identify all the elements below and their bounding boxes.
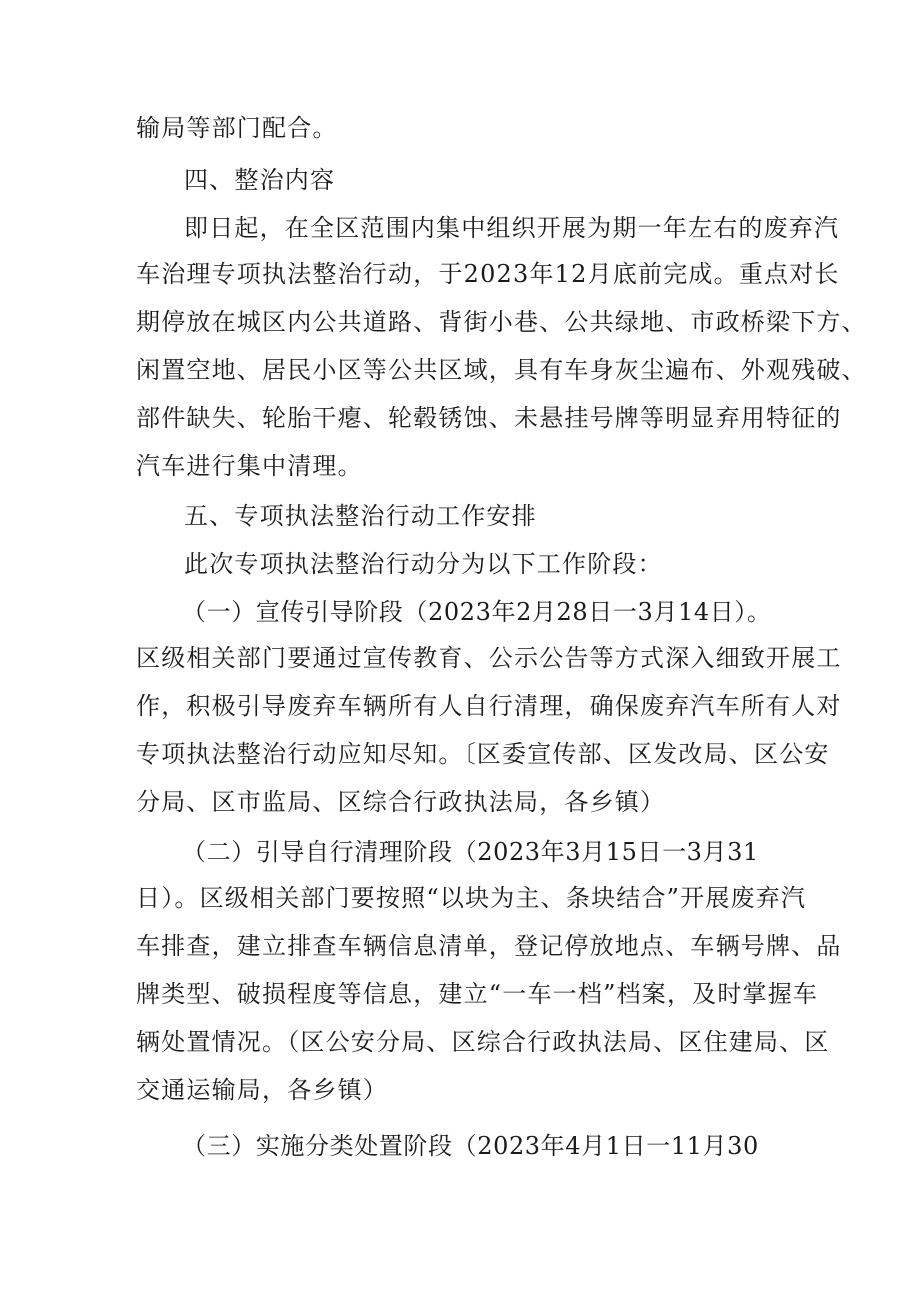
paragraph-line: 期停放在城区内公共道路、背街小巷、公共绿地、市政桥梁下方、	[136, 308, 867, 336]
paragraph-line: 闲置空地、居民小区等公共区域，具有车身灰尘遍布、外观残破、	[136, 356, 867, 384]
paragraph-line: 车排查，建立排查车辆信息清单，登记停放地点、车辆号牌、品	[136, 932, 842, 960]
stage-1-heading: （一）宣传引导阶段（2023年2月28日一3月14日）。	[182, 598, 772, 626]
paragraph-line: 汽车进行集中清理。	[136, 452, 363, 480]
paragraph-line: 即日起，在全区范围内集中组织开展为期一年左右的废弃汽	[184, 214, 840, 242]
text-line: 输局等部门配合。	[136, 114, 338, 142]
stage-2-heading: （二）引导自行清理阶段（2023年3月15日一3月31	[182, 838, 759, 866]
paragraph-line: 交通运输局，各乡镇）	[136, 1076, 388, 1104]
paragraph-line: 牌类型、破损程度等信息，建立“一车一档”档案，及时掌握车	[136, 980, 819, 1008]
stage-3-heading: （三）实施分类处置阶段（2023年4月1日一11月30	[182, 1132, 759, 1160]
paragraph-line: 作，积极引导废弃车辆所有人自行清理，确保废弃汽车所有人对	[136, 692, 842, 720]
paragraph-line: 专项执法整治行动应知尽知。〔区委宣传部、区发改局、区公安	[136, 740, 830, 768]
paragraph-line: 日）。区级相关部门要按照“以块为主、条块结合”开展废弃汽	[136, 884, 807, 912]
paragraph-line: 车治理专项执法整治行动，于2023年12月底前完成。重点对长	[136, 260, 840, 288]
paragraph-line: 辆处置情况。（区公安分局、区综合行政执法局、区住建局、区	[136, 1028, 830, 1056]
paragraph-line: 区级相关部门要通过宣传教育、公示公告等方式深入细致开展工	[136, 644, 842, 672]
paragraph-line: 此次专项执法整治行动分为以下工作阶段：	[184, 550, 663, 578]
paragraph-line: 部件缺失、轮胎干瘪、轮毂锈蚀、未悬挂号牌等明显弃用特征的	[136, 404, 842, 432]
paragraph-line: 分局、区市监局、区综合行政执法局，各乡镇）	[136, 788, 666, 816]
section-heading-5: 五、专项执法整治行动工作安排	[184, 502, 537, 530]
section-heading-4: 四、整治内容	[184, 166, 336, 194]
